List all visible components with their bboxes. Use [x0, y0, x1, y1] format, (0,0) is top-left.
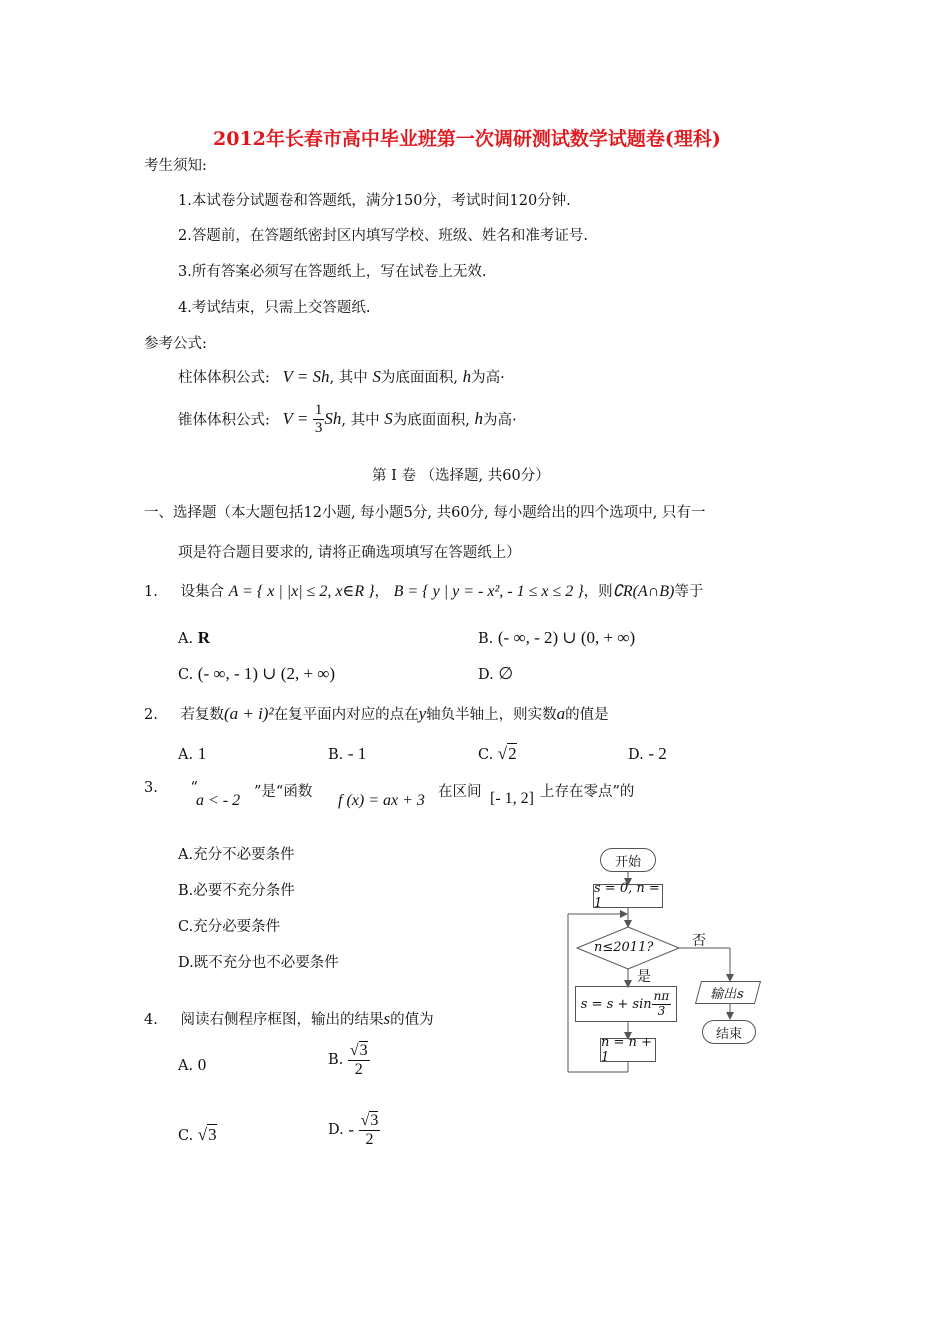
- option-label: C.: [178, 919, 194, 935]
- var-a: a: [556, 704, 566, 723]
- interval-expr: [- 1, 2]: [490, 790, 534, 807]
- update-fraction: [652, 990, 672, 1017]
- option-value: 2: [508, 744, 517, 763]
- desc-c: 为高·: [482, 412, 517, 429]
- question-stem: 上存在零点”的: [540, 784, 635, 800]
- question-stem: 设集合: [180, 584, 224, 600]
- frac-den: 2: [365, 1130, 374, 1148]
- option-label: B.: [328, 1052, 344, 1069]
- question-stem: 在区间: [438, 784, 482, 800]
- option-label: B.: [178, 883, 194, 899]
- cone-num: 1: [314, 402, 323, 418]
- cylinder-formula-line: [178, 366, 505, 387]
- option-a: [178, 1055, 206, 1075]
- option-d: [328, 1112, 380, 1148]
- option-label: D.: [178, 955, 194, 971]
- flowchart-lines: [560, 840, 780, 1080]
- update-den: 3: [657, 1003, 666, 1018]
- desc-S: S: [372, 367, 381, 386]
- option-fraction: [359, 1112, 381, 1148]
- option-sign: -: [348, 1120, 354, 1140]
- option-label: A.: [178, 631, 194, 647]
- notice-item: 3.所有答案必须写在答题纸上，写在试卷上无效.: [178, 264, 487, 280]
- option-value: ∅: [498, 664, 514, 683]
- question-number: 3.: [144, 780, 158, 796]
- option-label: D.: [628, 747, 644, 763]
- flow-start: 开始: [600, 848, 656, 872]
- desc-S: S: [384, 409, 393, 428]
- cone-label: 锥体体积公式:: [178, 412, 270, 429]
- question-stem: 在复平面内对应的点在: [273, 707, 419, 723]
- option-value: 充分必要条件: [193, 919, 281, 935]
- option-value: 充分不必要条件: [193, 847, 295, 863]
- option-b: [328, 744, 366, 764]
- flow-output: 输出s: [695, 981, 761, 1004]
- question-number: 2.: [144, 707, 158, 723]
- formulas-heading: 参考公式:: [144, 336, 207, 352]
- option-value: R: [197, 628, 210, 647]
- update-num: nπ: [653, 989, 670, 1004]
- option-label: A.: [178, 847, 194, 863]
- option-label: B.: [478, 631, 494, 647]
- cylinder-formula: V = Sh: [282, 367, 330, 386]
- section-intro-1: 一、选择题（本大题包括12小题, 每小题5分, 共60分, 每小题给出的四个选项中, 只有一: [144, 505, 706, 521]
- frac-num: √3: [360, 1112, 379, 1129]
- frac-num: √3: [349, 1042, 368, 1059]
- question-1: [144, 580, 703, 601]
- option-a: [178, 744, 206, 764]
- separator: ，: [374, 584, 390, 600]
- option-value: 既不充分也不必要条件: [193, 955, 339, 971]
- set-a: A = { x | |x| ≤ 2, x∈R }: [228, 583, 375, 600]
- desc-a: , 其中: [329, 370, 368, 386]
- flowchart: [560, 840, 780, 1080]
- sqrt-value: 3: [370, 1112, 379, 1129]
- option-label: D.: [478, 667, 494, 683]
- question-stem: 的值为: [390, 1012, 434, 1028]
- page-title: 2012年长春市高中毕业班第一次调研测试数学试题卷(理科): [213, 128, 721, 150]
- option-d: [178, 951, 339, 972]
- desc-a: , 其中: [341, 412, 380, 429]
- flow-condition: n≤2011?: [594, 940, 654, 955]
- option-label: C.: [178, 667, 194, 683]
- option-value: - 2: [648, 744, 667, 763]
- flow-update: [575, 986, 677, 1022]
- function-expr: f (x) = ax + 3: [338, 792, 425, 809]
- cone-den: 3: [314, 419, 323, 436]
- notice-item: 2.答题前，在答题纸密封区内填写学校、班级、姓名和准考证号.: [178, 228, 588, 244]
- complement-expr: ∁R(A∩B): [612, 583, 675, 600]
- notice-heading: 考生须知:: [144, 158, 207, 174]
- question-number: 4.: [144, 1012, 158, 1028]
- option-value: (- ∞, - 2) ∪ (0, + ∞): [497, 628, 636, 647]
- question-stem: 阅读右侧程序框图，输出的结果: [180, 1012, 384, 1028]
- option-a: [178, 628, 210, 648]
- flow-no: 否: [692, 933, 706, 949]
- question-stem: 等于: [674, 584, 704, 600]
- question-stem: ”是“函数: [254, 784, 313, 800]
- cone-formula-pre: V =: [282, 409, 309, 428]
- cone-formula-line: [178, 402, 517, 436]
- sqrt-value: 3: [359, 1042, 368, 1059]
- option-value: - 1: [347, 744, 367, 763]
- option-c: [178, 1125, 217, 1145]
- option-label: D.: [328, 1122, 344, 1139]
- section-header: 第 I 卷 （选择题, 共60分）: [372, 468, 550, 484]
- option-value: (- ∞, - 1) ∪ (2, + ∞): [197, 664, 336, 683]
- condition-expr: a < - 2: [196, 792, 241, 809]
- option-c: [178, 915, 280, 936]
- desc-b: 为底面面积,: [380, 370, 458, 386]
- cone-fraction: [313, 402, 325, 436]
- option-c: [178, 664, 335, 684]
- question-stem: 若复数: [180, 707, 224, 723]
- frac-den: 2: [354, 1060, 363, 1078]
- option-d: [478, 664, 513, 684]
- cylinder-label: 柱体体积公式:: [178, 370, 270, 386]
- question-number: 1.: [144, 584, 158, 600]
- option-label: C.: [178, 1128, 194, 1144]
- update-expr: s = s + sin: [580, 996, 652, 1012]
- set-b: B = { y | y = - x², - 1 ≤ x ≤ 2 }: [393, 583, 584, 600]
- option-label: A.: [178, 747, 194, 763]
- notice-item: 1.本试卷分试题卷和答题纸，满分150分，考试时间120分钟.: [178, 193, 571, 209]
- option-label: C.: [478, 747, 494, 763]
- desc-c: 为高·: [471, 370, 505, 386]
- desc-h: h: [474, 409, 483, 428]
- flow-increment: n = n + 1: [600, 1038, 656, 1062]
- option-label: B.: [328, 747, 344, 763]
- question-stem: 的值是: [565, 707, 609, 723]
- section-intro-2: 项是符合题目要求的, 请将正确选项填写在答题纸上）: [178, 545, 521, 561]
- cone-formula-post: Sh: [324, 409, 342, 428]
- option-value: 3: [208, 1125, 217, 1144]
- flow-yes: 是: [637, 969, 651, 985]
- desc-h: h: [462, 367, 472, 386]
- question-stem: ，则: [583, 584, 613, 600]
- desc-b: 为底面面积,: [392, 412, 470, 429]
- option-fraction: [348, 1042, 370, 1078]
- question-stem: 轴负半轴上，则实数: [426, 707, 557, 723]
- complex-expr: (a + i)²: [223, 704, 274, 723]
- option-value: 必要不充分条件: [193, 883, 295, 899]
- flow-end: 结束: [702, 1020, 756, 1044]
- sqrt-symbol: √3: [197, 1125, 217, 1144]
- question-2: [144, 703, 609, 724]
- notice-item: 4.考试结束，只需上交答题纸.: [178, 300, 371, 316]
- var-s: s: [383, 1009, 391, 1028]
- var-y: y: [418, 704, 427, 723]
- option-b: [178, 879, 295, 900]
- option-value: 1: [197, 744, 207, 763]
- option-d: [628, 744, 667, 764]
- option-value: 0: [197, 1055, 207, 1074]
- question-4: [144, 1008, 434, 1029]
- option-c: [478, 744, 517, 764]
- option-b: [328, 1042, 370, 1078]
- question-3: [144, 780, 198, 796]
- option-b: [478, 628, 635, 648]
- option-label: A.: [178, 1058, 194, 1074]
- sqrt-symbol: √2: [497, 744, 517, 763]
- option-a: [178, 843, 295, 864]
- flow-init: s = 0, n = 1: [593, 884, 663, 908]
- open-quote: “: [190, 780, 198, 796]
